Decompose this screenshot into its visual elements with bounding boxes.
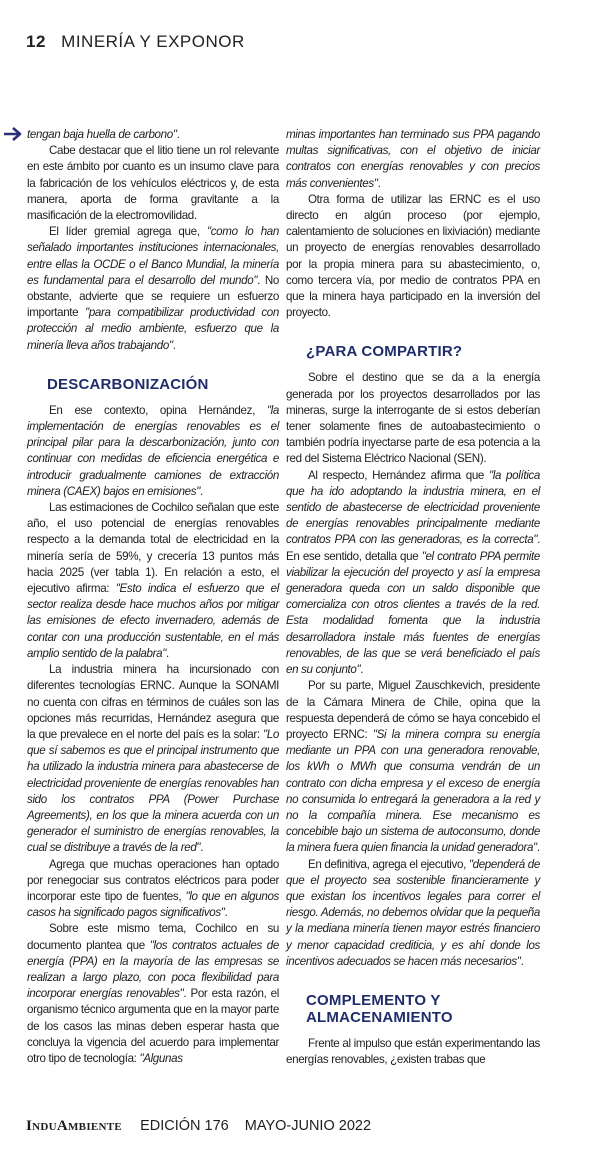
quote: "lo que en algunos casos ha significado pagos significativos" xyxy=(27,889,279,920)
text: En ese contexto, opina Hernández, xyxy=(49,403,267,417)
text: . xyxy=(520,954,524,968)
text: . xyxy=(536,841,540,855)
continuation-arrow-icon xyxy=(2,126,24,142)
text: El líder gremial agrega que, xyxy=(49,225,207,239)
text: . xyxy=(200,841,204,855)
quote: "para compatibilizar productividad con protección al medio ambiente, esfuerzo que la minería lleva años trabajando" xyxy=(27,306,279,352)
paragraph xyxy=(27,127,279,143)
quote: "la política que ha ido adoptando la industria minera, en el sentido de abastecerse de electricidad proveniente de energías renovables principalmente mediante contratos PPA con las generadoras, es la correcta" xyxy=(286,468,540,547)
quote: "Esto indica el esfuerzo que el sector realiza desde hace muchos años por mitigar las emisiones de efecto invernadero, además de contar con una producción sustentable, en el más amplio sentido de la palabra" xyxy=(27,582,279,660)
paragraph xyxy=(286,678,540,856)
left-column xyxy=(27,127,279,1067)
paragraph: Cabe destacar que el litio tiene un rol relevante en este ámbito por cuanto es un insumo clave para la fabricación de los vehículos eléctricos y, de esta manera, aporta de forma gravitante a la masificación de la electromovilidad. xyxy=(27,144,279,223)
paragraph xyxy=(27,500,279,662)
paragraph: Frente al impulso que están experimentando las energías renovables, ¿existen trabas que xyxy=(286,1036,540,1067)
text: . xyxy=(377,176,381,190)
quote: "como lo han señalado importantes instituciones internacionales, entre ellas la OCDE o el Banco Mundial, la minería es fundamental para el desarrollo del mundo" xyxy=(27,225,280,287)
page-number: 12 xyxy=(26,32,46,51)
text: . En ese sentido, detalla que xyxy=(286,533,540,563)
quote: "los contratos actuales de energía (PPA) en la mayoría de las empresas se realizan a largo plazo, con poca flexibilidad para incorporar energías renovables" xyxy=(27,938,279,1001)
paragraph xyxy=(286,857,540,970)
section-heading: COMPLEMENTO Y ALMACENAMIENTO xyxy=(306,991,453,1026)
paragraph xyxy=(27,921,279,1067)
paragraph: Otra forma de utilizar las ERNC es el uso directo en algún proceso (por ejemplo, calentamiento de soluciones en lixiviación) mediante un proyecto de energías renovables desarrollado por la propia minera para su abastecimiento, o, como tercera vía, por medio de contratos PPA en que la minera haya participado en la inversión del proyecto. xyxy=(286,192,540,320)
issue-date: MAYO-JUNIO 2022 xyxy=(244,1118,372,1134)
text: . xyxy=(360,663,364,677)
text: Agrega que muchas operaciones han optado por renegociar sus contratos eléctricos para poder incorporar este tipo de fuentes, xyxy=(27,857,279,903)
section-heading: ¿PARA COMPARTIR? xyxy=(306,343,463,361)
paragraph xyxy=(27,857,279,922)
quote: minas importantes han terminado sus PPA pagando multas significativas, con el objetivo de iniciar contratos con energías renovables y con precios más convenientes" xyxy=(286,128,540,190)
edition-number: EDICIÓN 176 xyxy=(140,1118,229,1134)
text: . xyxy=(176,128,180,141)
page-header xyxy=(26,32,245,52)
text: . xyxy=(200,484,203,498)
quote: tengan baja huella de carbono" xyxy=(27,128,177,141)
quote: "el contrato PPA permite viabilizar la ejecución del proyecto y así la empresa generadora queda con un saldo disponible que comercializa con otros clientes a través de la red. Esta modalidad fomenta que la industria desarrolladora instale más fuentes de energías renovables, de las que se verá beneficiado el país en su conjunto" xyxy=(286,549,540,677)
text: Por su parte, Miguel Zauschkevich, presidente de la Cámara Minera de Chile, opina que la respuesta dependerá de cómo se haya concebido el proyecto ERNC: xyxy=(286,679,540,741)
text: Sobre este mismo tema, Cochilco en su documento plantea que xyxy=(27,922,279,952)
publication-logo: InduAmbiente xyxy=(26,1118,123,1134)
paragraph xyxy=(286,468,540,679)
text: Las estimaciones de Cochilco señalan que este año, el uso potencial de energías renovables respecto a la demanda total de electricidad en la minería sería de 59%, y crecería 13 puntos más hacia 2025 (ver tabla 1). En relación a esto, el ejecutivo afirma: xyxy=(27,501,279,596)
section-heading: DESCARBONIZACIÓN xyxy=(47,375,209,393)
quote: "la implementación de energías renovables es el principal pilar para la descarbonización, junto con continuar con medidas de eficiencia energética e introducir gradualmente camiones de extracción minera (CAEX) bajos en emisiones" xyxy=(27,403,279,498)
text: . xyxy=(172,338,176,352)
text: La industria minera ha incursionado con diferentes tecnologías ERNC. Aunque la SONAMI no cuenta con cifras en términos de cuáles son las opciones más recurridas, Hernández asegura que la que prevalece en el norte del país es la solar: xyxy=(27,663,279,741)
section-title: MINERÍA Y EXPONOR xyxy=(61,32,245,51)
paragraph xyxy=(27,403,279,500)
quote: "Si la minera compra su energía mediante un PPA con una generadora renovable, los kWh o MWh que consuma vendrán de un contrato con dicha empresa y el exceso de energía no consumida lo entregará la generadora a la red y no la compañía minera. Ese mecanismo es concebible bajo un sistema de autoconsumo, donde la minera fuera quien financia la unidad generadora" xyxy=(286,727,540,855)
page-footer xyxy=(26,1118,371,1135)
text: Al respecto, Hernández afirma que xyxy=(308,468,489,482)
quote: "Algunas xyxy=(139,1051,183,1065)
text: . xyxy=(165,646,169,660)
right-column xyxy=(286,127,540,1068)
paragraph xyxy=(27,224,279,354)
text: En definitiva, agrega el ejecutivo, xyxy=(308,857,469,871)
quote: "Lo que sí sabemos es que el principal instrumento que ha utilizado la industria minera para abastecerse de electricidad proveniente de energías renovables han sido los contratos PPA (Power Purchase Agreements), en los que la minera acuerda con un generador el suministro de energías renovables, la cual se distribuye a través de la red" xyxy=(27,727,279,855)
text: . Por esta razón, el organismo técnico argumenta que en la mayor parte de los casos las minas deben esperar hasta que concluya la vigencia del acuerdo para implementar otro tipo de tecnología: xyxy=(27,987,279,1065)
paragraph xyxy=(286,127,540,192)
paragraph: Sobre el destino que se da a la energía generada por los proyectos desarrollados por las mineras, surge la interrogante de si estos deberían tener solamente fines de autoabastecimiento o también podría inyectarse parte de esa potencia a la red del Sistema Eléctrico Nacional (SEN). xyxy=(286,371,540,466)
text: . No obstante, advierte que se requiere un esfuerzo importante xyxy=(27,273,279,320)
paragraph xyxy=(27,662,279,856)
text: . xyxy=(224,906,228,920)
quote: "dependerá de que el proyecto sea sostenible financieramente y que existan los incentivos legales para correr el riesgo. Además, no debemos olvidar que la pequeña y la mediana minería tienen mayor estrés financiero y menor capacidad crediticia, y es ahí donde los incentivos adecuados se hacen más necesarios" xyxy=(286,857,540,968)
